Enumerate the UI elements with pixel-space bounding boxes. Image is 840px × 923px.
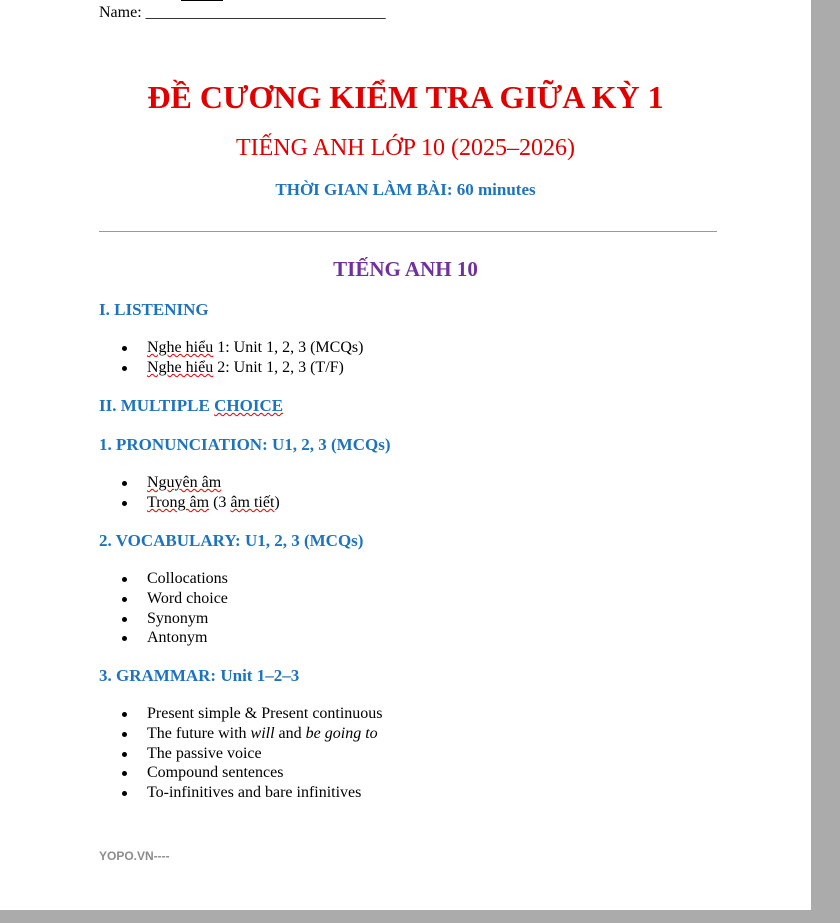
item-text: The future with — [147, 724, 251, 742]
exam-time: THỜI GIAN LÀM BÀI: 60 minutes — [275, 180, 536, 199]
listening-list — [147, 338, 363, 378]
bullet-icon — [122, 597, 127, 602]
footer-watermark: YOPO.VN---- — [99, 849, 170, 863]
item-text: (3 — [209, 493, 231, 511]
item-text: Word choice — [147, 589, 228, 607]
vocabulary-list — [147, 569, 228, 648]
bullet-icon — [122, 636, 127, 641]
list-item — [147, 493, 280, 513]
multiple-choice-heading — [99, 396, 283, 416]
document-title: ĐỀ CƯƠNG KIỂM TRA GIỮA KỲ 1 — [147, 79, 664, 115]
vocabulary-heading: 2. VOCABULARY: U1, 2, 3 (MCQs) — [99, 531, 364, 550]
item-text: Present simple & Present continuous — [147, 705, 383, 722]
spell-flag-text: Nguyên âm — [147, 474, 222, 491]
bullet-icon — [122, 771, 127, 776]
list-item — [147, 589, 228, 609]
bullet-icon — [122, 366, 127, 371]
item-text: Synonym — [147, 609, 209, 627]
listening-heading: I. LISTENING — [99, 300, 209, 319]
item-text: ) — [274, 493, 280, 511]
spell-flag-text: âm tiết — [230, 493, 275, 511]
list-item — [147, 744, 383, 764]
heading-text: II. MULTIPLE — [99, 396, 215, 415]
grammar-list — [147, 704, 383, 803]
pronunciation-heading: 1. PRONUNCIATION: U1, 2, 3 (MCQs) — [99, 435, 391, 454]
horizontal-rule — [99, 231, 717, 232]
item-text: Collocations — [147, 570, 228, 587]
editor-background-bottom — [0, 910, 840, 923]
list-item — [147, 704, 383, 724]
bullet-icon — [122, 577, 127, 582]
item-text: To-infinitives and bare infinitives — [147, 784, 362, 802]
bullet-icon — [122, 346, 127, 351]
subject-title: TIẾNG ANH 10 — [333, 257, 478, 281]
bullet-icon — [122, 481, 127, 486]
item-text-italic: be going to — [305, 724, 378, 742]
name-field — [99, 4, 386, 22]
bullet-icon — [122, 791, 127, 796]
spell-flag-text: Nghe hiểu — [147, 358, 214, 376]
document-subtitle: TIẾNG ANH LỚP 10 (2025–2026) — [235, 135, 576, 161]
item-text: and — [274, 724, 306, 742]
bullet-icon — [122, 617, 127, 622]
list-item — [147, 338, 363, 358]
item-text-italic: will — [250, 724, 275, 742]
list-item — [147, 569, 228, 589]
name-blank: ______________________________ — [145, 4, 386, 21]
item-text: 1: Unit 1, 2, 3 (MCQs) — [213, 339, 364, 356]
top-underline — [181, 0, 223, 1]
item-text: The passive voice — [147, 744, 262, 762]
spell-flag-text: CHOICE — [214, 396, 284, 415]
name-label: Name: — [99, 4, 146, 21]
bullet-icon — [122, 712, 127, 717]
list-item — [147, 609, 228, 629]
list-item — [147, 473, 280, 493]
bullet-icon — [122, 752, 127, 757]
item-text: Antonym — [147, 629, 208, 647]
grammar-heading: 3. GRAMMAR: Unit 1–2–3 — [99, 666, 300, 685]
list-item — [147, 724, 383, 744]
editor-background-right — [811, 0, 840, 923]
item-text: 2: Unit 1, 2, 3 (T/F) — [213, 358, 344, 376]
list-item — [147, 358, 363, 378]
bullet-icon — [122, 501, 127, 506]
bullet-icon — [122, 732, 127, 737]
list-item — [147, 763, 383, 783]
item-text: Compound sentences — [147, 764, 284, 782]
list-item — [147, 628, 228, 648]
spell-flag-text: Nghe hiểu — [147, 339, 214, 356]
spell-flag-text: Trong âm — [147, 493, 210, 511]
pronunciation-list — [147, 473, 280, 513]
list-item — [147, 783, 383, 803]
